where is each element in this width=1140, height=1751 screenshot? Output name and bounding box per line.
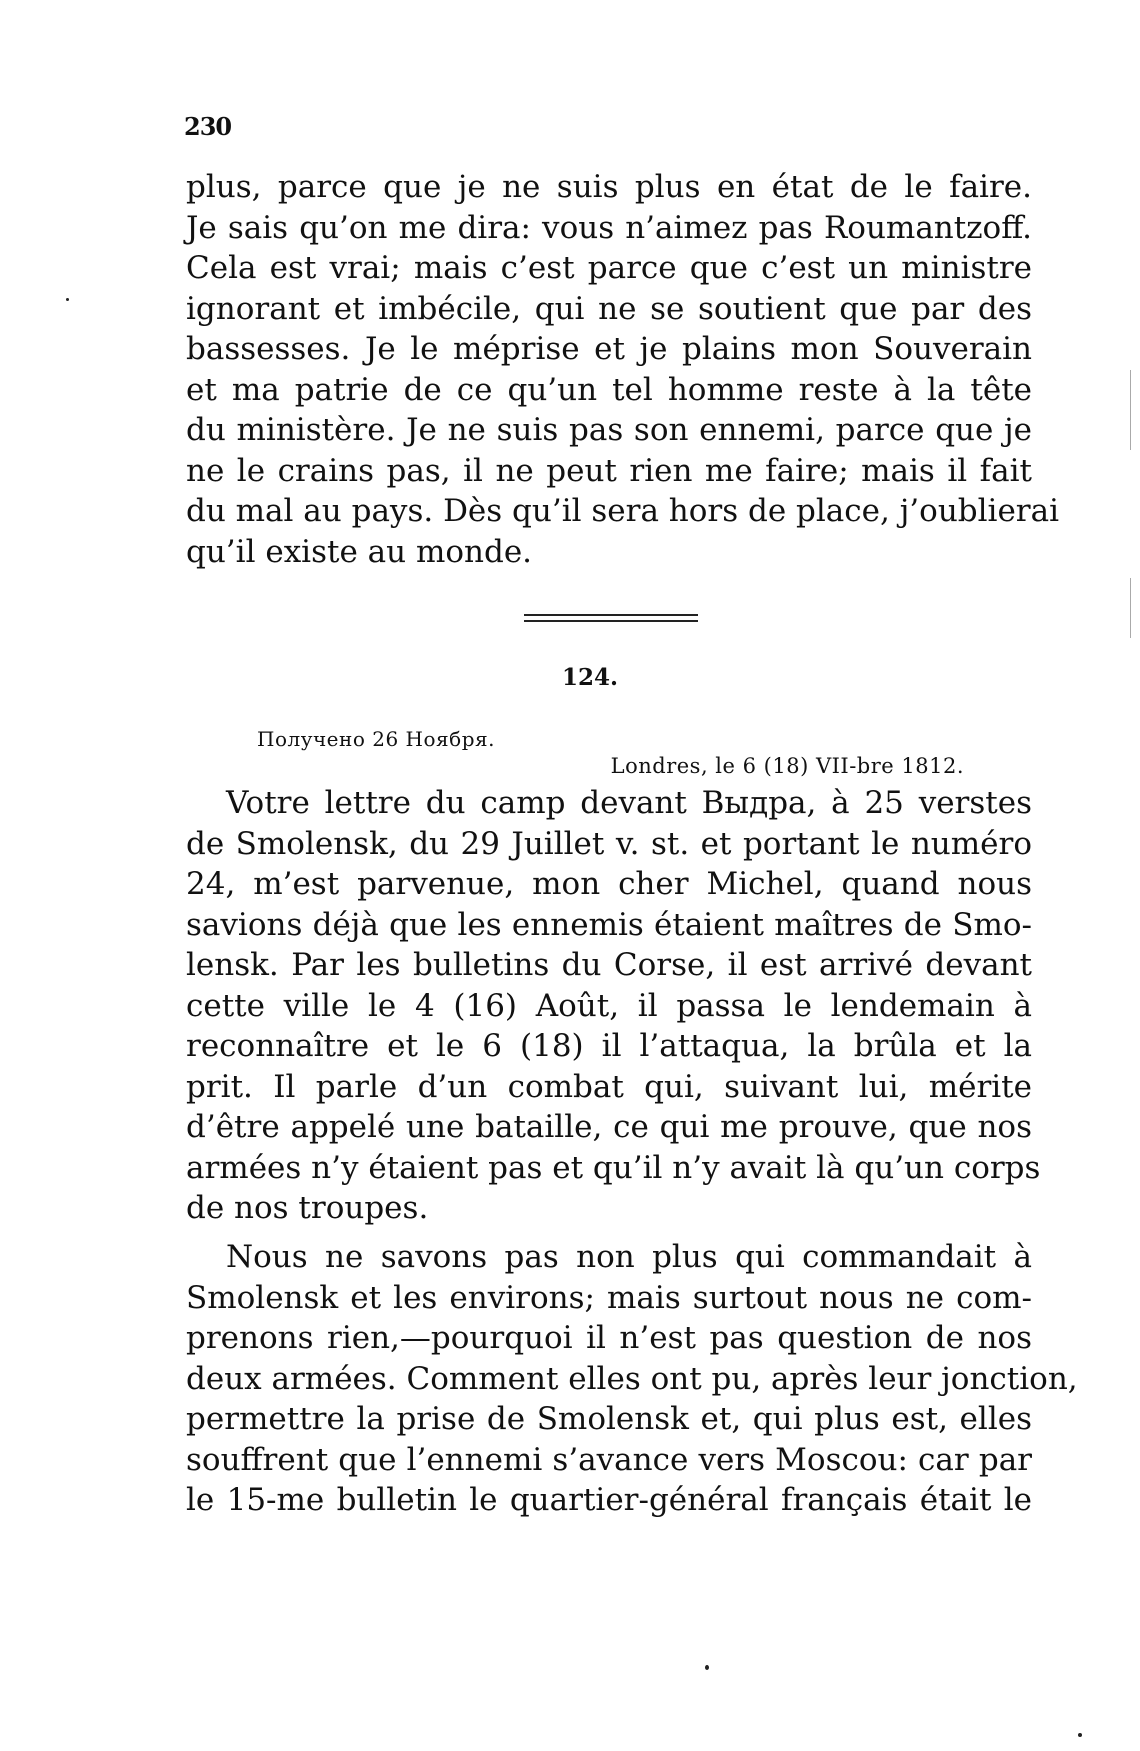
text-line: d’être appelé une bataille, ce qui me prouve, que nos — [186, 1109, 1032, 1145]
text-line: le 15-me bulletin le quartier-général français était le — [186, 1482, 1032, 1518]
text-line: permettre la prise de Smolensk et, qui plus est, elles — [186, 1401, 1032, 1437]
text-line: de Smolensk, du 29 Juillet v. st. et portant le numéro — [186, 825, 1032, 862]
scan-speck — [705, 1665, 709, 1670]
text-line: reconnaître et le 6 (18) il l’attaqua, la brûla et la — [186, 1028, 1032, 1064]
text-line: savions déjà que les ennemis étaient maîtres de Smo- — [186, 906, 1032, 943]
text-line: du ministère. Je ne suis pas son ennemi, parce que je — [186, 412, 1032, 448]
letter-number: 124. — [561, 664, 619, 691]
section-separator-top — [524, 614, 698, 616]
received-note: Получено 26 Ноября. — [257, 727, 495, 751]
text-line: Cela est vrai; mais c’est parce que c’est un ministre — [186, 250, 1032, 286]
text-line: Je sais qu’on me dira: vous n’aimez pas Roumantzoff. — [186, 209, 1032, 246]
text-line: du mal au pays. Dès qu’il sera hors de place, j’oublierai — [186, 493, 1060, 529]
scan-edge-mark — [1130, 578, 1131, 638]
text-line: prenons rien,—pourquoi il n’est pas question de nos — [186, 1320, 1032, 1356]
text-line: deux armées. Comment elles ont pu, après leur jonction, — [186, 1360, 1078, 1397]
text-line: Smolensk et les environs; mais surtout nous ne com- — [186, 1279, 1032, 1316]
page-number: 230 — [184, 112, 232, 141]
scan-speck — [1078, 1733, 1082, 1737]
letter-dateline: Londres, le 6 (18) VII-bre 1812. — [610, 754, 964, 778]
scan-edge-mark — [1130, 370, 1131, 450]
section-separator-bottom — [524, 620, 698, 622]
text-line: ne le crains pas, il ne peut rien me faire; mais il fait — [186, 452, 1032, 489]
text-line: 24, m’est parvenue, mon cher Michel, quand nous — [186, 866, 1032, 902]
text-line: cette ville le 4 (16) Août, il passa le lendemain à — [186, 987, 1032, 1024]
text-line: souffrent que l’ennemi s’avance vers Moscou: car par — [186, 1441, 1032, 1478]
text-line: prit. Il parle d’un combat qui, suivant lui, mérite — [186, 1068, 1032, 1105]
paragraph-continuation — [186, 167, 1060, 572]
text-line: bassesses. Je le méprise et je plains mon Souverain — [186, 331, 1032, 367]
text-line: armées n’y étaient pas et qu’il n’y avait là qu’un corps — [186, 1149, 1041, 1186]
scan-speck — [66, 298, 69, 301]
paragraph-second — [186, 1237, 1078, 1521]
paragraph-letter-opening — [186, 783, 1041, 1229]
text-line: ignorant et imbécile, qui ne se soutient que par des — [186, 290, 1032, 327]
text-line: et ma patrie de ce qu’un tel homme reste à la tête — [186, 371, 1032, 408]
text-line: Nous ne savons pas non plus qui commandait à — [226, 1239, 1032, 1275]
text-line: de nos troupes. — [186, 1190, 429, 1226]
text-line: plus, parce que je ne suis plus en état de le faire. — [186, 169, 1032, 205]
text-line: qu’il existe au monde. — [186, 533, 533, 570]
text-line: Votre lettre du camp devant Выдра, à 25 verstes — [226, 785, 1032, 821]
text-line: lensk. Par les bulletins du Corse, il est arrivé devant — [186, 947, 1032, 983]
